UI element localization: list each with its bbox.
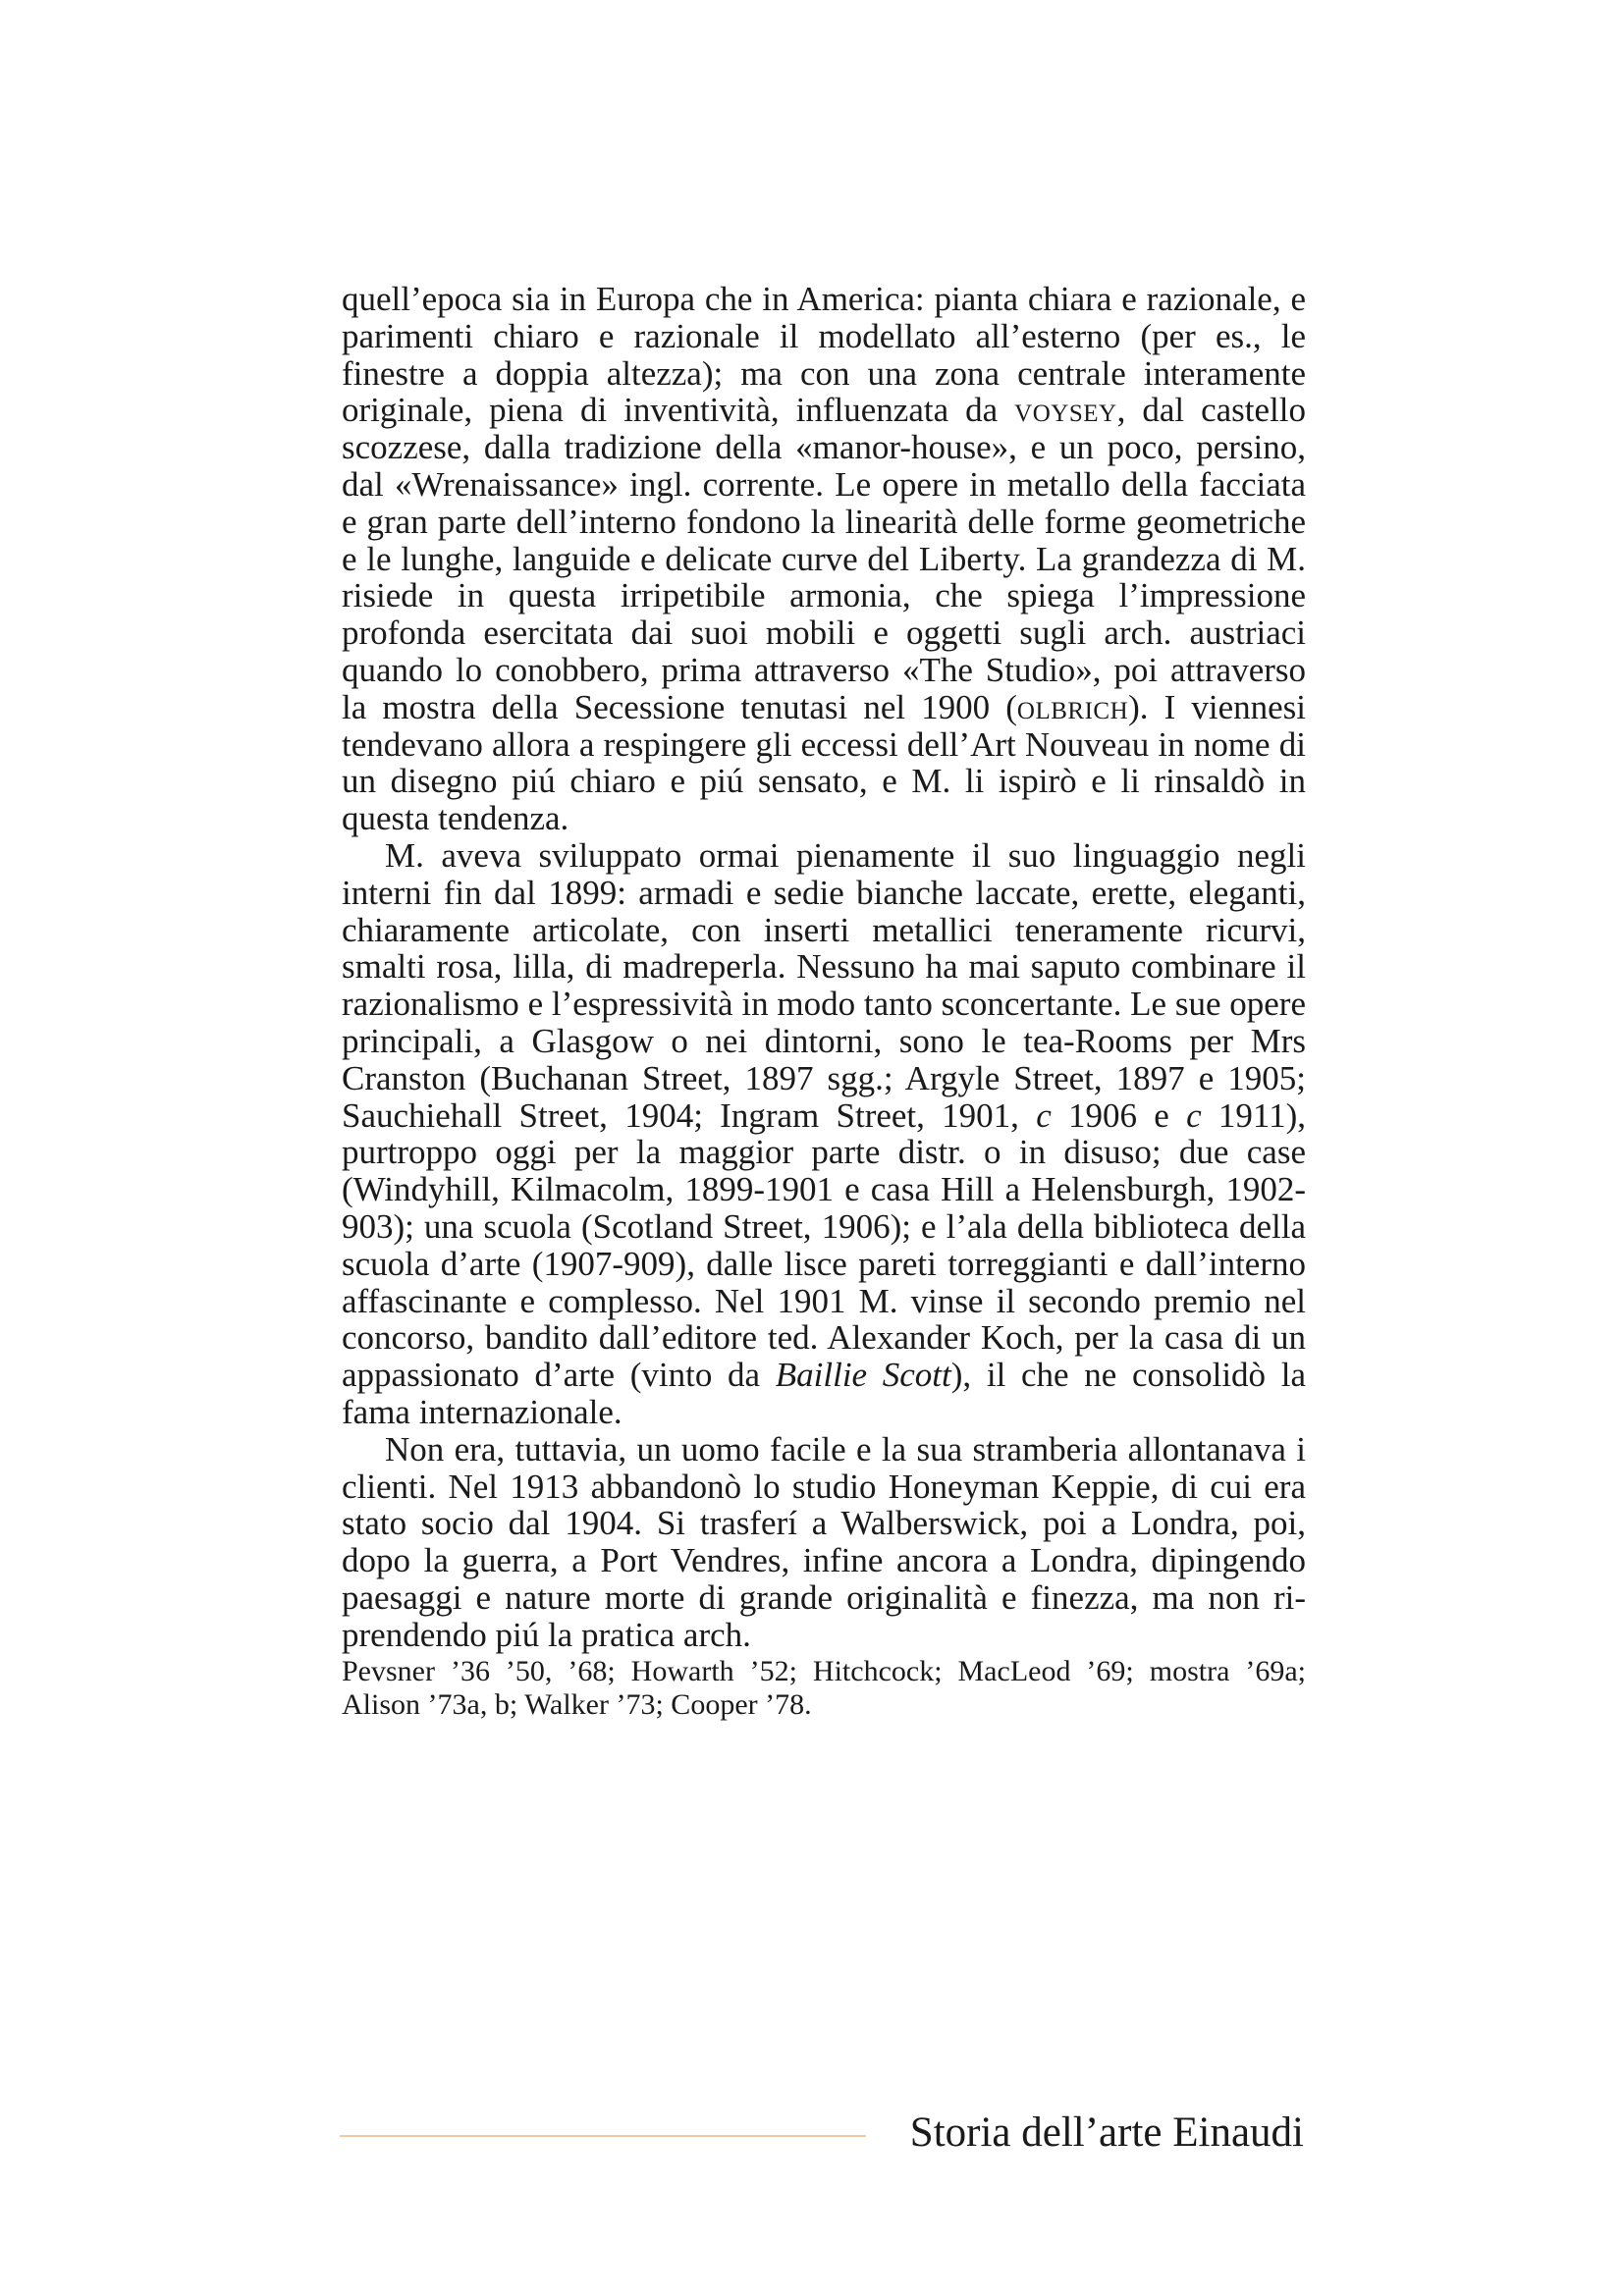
- bibliography: Pevsner ’36 ’50, ’68; Howarth ’52; Hitchcock; MacLeod ’69; mostra ’69a; Alison ’73a, b; Walker ’73; Cooper ’78.: [342, 1655, 1306, 1722]
- paragraph-1-text-b: , dal castello scozzese, dalla tradizione della «manor-house», e un poco, persino, dal «Wrenaissance» ingl. corrente. Le opere in metallo della facciata e gran parte dell’interno fondono la linearità delle forme geometriche e le lunghe, languide e delicate curve del Liberty. La grandezza di M. risiede in questa irripetibile armonia, che spiega l’impressione profonda esercitata dai suoi mobili e oggetti sugli arch. austriaci quando lo conobbero, prima attraverso «The Studio», poi attraverso la mostra della Secessione tenutasi nel 1900 (: [342, 391, 1307, 726]
- paragraph-2-text-b: 1906 e: [1051, 1095, 1187, 1135]
- paragraph-2-text-a: M. aveva sviluppato ormai pienamente il suo linguaggio negli interni fin dal 1899: armadi e sedie bianche laccate, erette, eleganti, chiaramente articolate, con inserti metallici teneramente ricurvi, smalti rosa, lilla, di madreperla. Nessuno ha mai saputo combinare il razionalismo e l’espressività in modo tanto sconcertante. Le sue opere principali, a Glasgow o nei dintorni, sono le tea-Rooms per Mrs Cranston (Buchanan Street, 1897 sgg.; Argyle Street, 1897 e 1905; Sauchiehall Street, 1904; Ingram Street, 1901,: [342, 835, 1306, 1135]
- cross-reference-olbrich: olbrich: [1016, 687, 1129, 726]
- paragraph-1-text-a: quell’epoca sia in Europa che in America: pianta chiara e razionale, e parimenti chiaro e razionale il modellato all’esterno (per es., le finestre a doppia altezza); ma con una zona centrale interamente originale, piena di inventività, influenzata da: [342, 280, 1306, 430]
- cross-reference-baillie-scott: Baillie Scott: [775, 1356, 951, 1395]
- footer-rule: [340, 2135, 866, 2137]
- paragraph-3: Non era, tuttavia, un uomo facile e la sua stramberia allontanava i clienti. Nel 1913 abbandonò lo studio Honeyman Keppie, di cui era stato socio dal 1904. Si trasferí a Walberswick, poi a Londra, poi, dopo la guerra, a Port Vendres, infine ancora a Londra, dipingendo paesaggi e nature morte di grande originalità e finezza, ma non riprendendo piú la pratica arch.: [342, 1429, 1306, 1654]
- main-text: [342, 281, 1306, 1722]
- paragraph-2-text-d: 1911), purtroppo oggi per la maggior parte distr. o in disuso; due case (Windyhill, Kilmacolm, 1899-1901 e casa Hill a Helensburgh, 1902-903); una scuola (Scotland Street, 1906); e l’ala della biblioteca della scuola d’arte (1907-909), dalle lisce pareti torreggianti e dall’interno affascinante e complesso. Nel 1901 M. vinse il secondo premio nel concorso, bandito dall’editore ted. Alexander Koch, per la casa di un appassionato d’arte (vinto da: [342, 1095, 1306, 1395]
- paragraph-1-text-c: ). I viennesi tendevano allora a respingere gli eccessi dell’Art Nouveau in nome di un disegno piú chiaro e piú sensato, e M. li ispirò e li rinsaldò in questa tendenza.: [342, 687, 1306, 838]
- circa-abbreviation: c: [1036, 1095, 1052, 1135]
- paragraph-1: [342, 281, 1306, 837]
- paragraph-2: [342, 837, 1306, 1431]
- paragraph-2-text-e: ), il che ne consolidò la fama internazionale.: [342, 1356, 1306, 1431]
- circa-abbreviation: c: [1186, 1095, 1202, 1135]
- footer-title: Storia dell’arte Einaudi: [909, 2109, 1304, 2156]
- cross-reference-voysey: voysey: [1014, 391, 1117, 430]
